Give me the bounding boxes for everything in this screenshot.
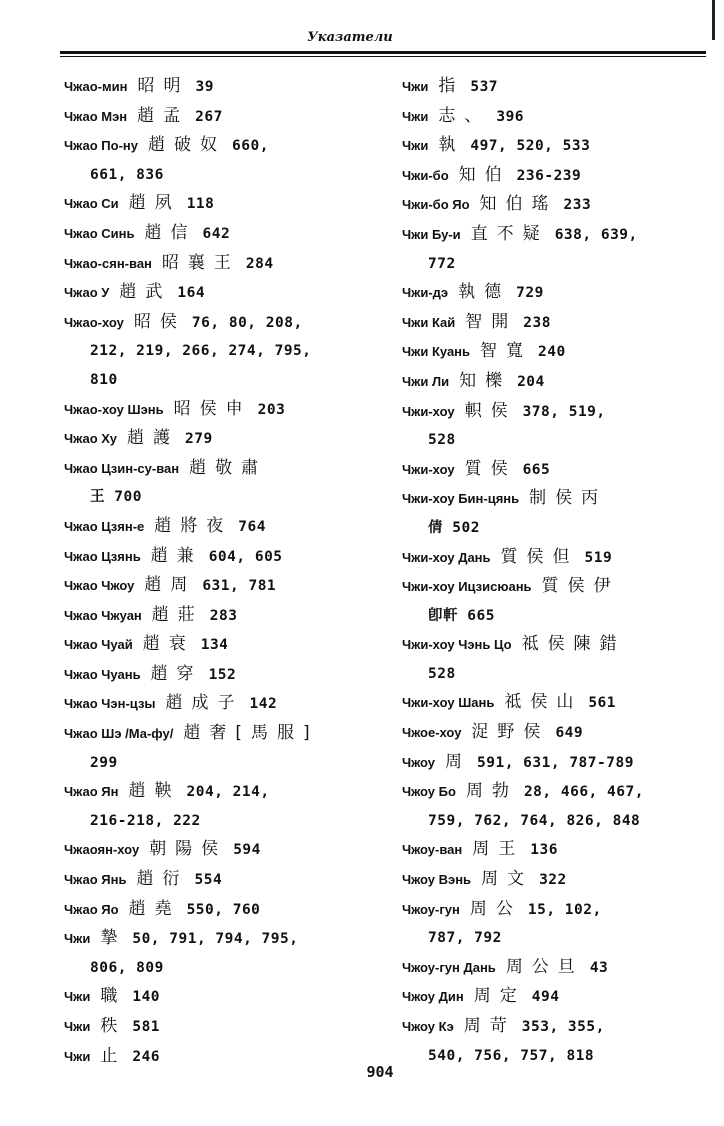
entry-term: Чжи-хоу Ицзисюань bbox=[402, 579, 532, 595]
entry-hanzi: 昭侯 bbox=[133, 311, 186, 332]
entry-term: Чжи-хоу Бин-цянь bbox=[402, 491, 520, 507]
entry-pages: 554 bbox=[194, 872, 223, 889]
entry-line bbox=[64, 395, 389, 425]
entry-pages: 50, 791, 794, 795, bbox=[132, 931, 299, 948]
index-entry bbox=[64, 219, 389, 249]
entry-term: Чжи bbox=[64, 989, 91, 1005]
index-entry bbox=[64, 454, 389, 512]
entry-hanzi: 趙鞅 bbox=[128, 781, 181, 802]
index-entry bbox=[402, 337, 714, 367]
entry-hanzi: 趙破奴 bbox=[148, 135, 226, 156]
entry-pages: 638, 639, bbox=[554, 226, 638, 243]
entry-hanzi: 執 bbox=[438, 135, 465, 156]
entry-line bbox=[64, 777, 389, 807]
entry-term: Чжао Цзянь bbox=[64, 548, 141, 564]
entry-pages: 631, 781 bbox=[202, 578, 277, 595]
entry-line bbox=[402, 688, 714, 718]
entry-pages: 279 bbox=[185, 431, 213, 448]
entry-hanzi: 指 bbox=[438, 76, 465, 96]
entry-line bbox=[64, 689, 389, 719]
entry-line bbox=[402, 397, 714, 427]
entry-pages: 604, 605 bbox=[208, 548, 283, 565]
entry-hanzi: 秩 bbox=[100, 1016, 127, 1036]
entry-hanzi: 周苛 bbox=[463, 1016, 516, 1036]
entry-hanzi: 周勃 bbox=[465, 781, 518, 802]
index-entry bbox=[402, 72, 714, 102]
index-entry bbox=[64, 249, 389, 279]
entry-term: Чжао Цзин-су-ван bbox=[64, 460, 180, 476]
entry-line bbox=[402, 718, 714, 748]
entry-term: Чжао Чуань bbox=[64, 666, 141, 682]
index-entry bbox=[64, 278, 389, 308]
index-entry bbox=[64, 895, 389, 925]
index-entry bbox=[64, 424, 389, 454]
entry-pages: 642 bbox=[202, 225, 231, 242]
entry-continuation: 王 700 bbox=[90, 489, 142, 506]
index-entry bbox=[402, 367, 714, 397]
index-entry bbox=[402, 455, 714, 485]
entry-hanzi: 志、 bbox=[438, 105, 491, 126]
entry-pages: 353, 355, bbox=[521, 1019, 605, 1035]
entry-hanzi: 趙敬肅 bbox=[189, 457, 268, 478]
entry-line bbox=[402, 865, 714, 895]
entry-pages: 204 bbox=[517, 373, 545, 390]
entry-pages: 497, 520, 533 bbox=[470, 138, 591, 155]
entry-line bbox=[64, 249, 389, 279]
entry-pages: 238 bbox=[523, 314, 551, 331]
entry-hanzi: 昭侯申 bbox=[173, 398, 252, 419]
entry-term: Чжоу-ван bbox=[402, 842, 463, 858]
entry-line bbox=[402, 895, 714, 925]
index-entry bbox=[64, 571, 389, 601]
entry-hanzi: 周文 bbox=[481, 869, 534, 890]
entry-hanzi: 知伯 bbox=[458, 164, 511, 185]
index-entry bbox=[402, 543, 714, 573]
entry-hanzi: 趙奢[馬服] bbox=[183, 723, 319, 744]
entry-line bbox=[402, 1012, 714, 1042]
entry-line bbox=[402, 220, 714, 250]
entry-line bbox=[64, 571, 389, 601]
entry-line bbox=[402, 572, 714, 602]
entry-continuation: 810 bbox=[90, 371, 118, 388]
entry-line bbox=[402, 102, 714, 132]
entry-hanzi: 趙夙 bbox=[128, 193, 181, 214]
entry-pages: 561 bbox=[588, 695, 617, 712]
entry-hanzi: 趙周 bbox=[144, 575, 197, 596]
index-entry bbox=[402, 572, 714, 630]
entry-line bbox=[402, 484, 714, 514]
index-entry bbox=[402, 895, 714, 953]
entry-line bbox=[64, 424, 389, 454]
entry-hanzi: 摯 bbox=[100, 928, 127, 949]
index-entry bbox=[402, 484, 714, 542]
entry-hanzi: 智寬 bbox=[480, 341, 533, 362]
entry-hanzi: 趙衰 bbox=[142, 634, 195, 655]
entry-hanzi: 直不疑 bbox=[470, 223, 549, 244]
index-entry bbox=[402, 190, 714, 220]
index-entry bbox=[64, 512, 389, 542]
entry-line bbox=[402, 748, 714, 778]
entry-term: Чжоу Дин bbox=[402, 989, 464, 1005]
entry-line bbox=[64, 660, 389, 690]
entry-pages: 39 bbox=[195, 79, 214, 95]
entry-line bbox=[64, 542, 389, 572]
entry-continuation: 528 bbox=[428, 665, 456, 682]
entry-term: Чжао Чуай bbox=[64, 637, 133, 653]
index-entry bbox=[402, 397, 714, 455]
index-entry bbox=[64, 689, 389, 719]
entry-hanzi: 智開 bbox=[465, 311, 518, 332]
entry-pages: 649 bbox=[555, 725, 584, 742]
index-entry bbox=[64, 601, 389, 631]
entry-hanzi: 趙成子 bbox=[165, 693, 244, 714]
index-entry bbox=[64, 660, 389, 690]
entry-hanzi: 朝陽侯 bbox=[149, 839, 228, 860]
entry-term: Чжао Янь bbox=[64, 872, 127, 888]
entry-line bbox=[402, 777, 714, 807]
index-entry bbox=[402, 161, 714, 191]
entry-term: Чжи-хоу Дань bbox=[402, 549, 491, 565]
entry-line bbox=[64, 102, 389, 132]
entry-line bbox=[64, 72, 389, 102]
entry-line bbox=[64, 1012, 389, 1042]
entry-term: Чжоу-гун Дань bbox=[402, 959, 496, 975]
entry-pages: 140 bbox=[132, 989, 161, 1006]
entry-term: Чжоу Бо bbox=[402, 784, 456, 800]
entry-line bbox=[64, 278, 389, 308]
entry-line bbox=[402, 278, 714, 308]
entry-term: Чжао Ян bbox=[64, 784, 119, 800]
entry-continuation: 772 bbox=[428, 255, 456, 272]
entry-line bbox=[64, 308, 389, 338]
entry-term: Чжи-бо bbox=[402, 167, 449, 183]
entry-term: Чжи-хоу bbox=[402, 403, 455, 419]
running-header: Указатели bbox=[307, 30, 393, 45]
entry-pages: 764 bbox=[238, 518, 266, 535]
index-entry bbox=[402, 835, 714, 865]
entry-hanzi: 趙武 bbox=[119, 282, 172, 303]
entry-term: Чжи Бу-и bbox=[402, 226, 461, 242]
entry-continuation: 787, 792 bbox=[428, 930, 502, 947]
entry-pages: 142 bbox=[249, 696, 278, 713]
entry-continuation: 212, 219, 266, 274, 795, bbox=[90, 343, 312, 360]
entry-hanzi: 浞野侯 bbox=[471, 722, 550, 743]
entry-pages: 537 bbox=[470, 79, 499, 95]
index-column-right bbox=[402, 72, 714, 1070]
index-entry bbox=[64, 131, 389, 189]
entry-continuation: 卽軒 665 bbox=[428, 607, 495, 624]
entry-term: Чжи bbox=[64, 1048, 91, 1064]
entry-hanzi: 趙孟 bbox=[137, 105, 190, 126]
entry-line bbox=[64, 219, 389, 249]
index-entry bbox=[402, 220, 714, 278]
entry-continuation: 倩 502 bbox=[428, 519, 480, 536]
entry-line bbox=[402, 190, 714, 220]
entry-hanzi: 祗侯山 bbox=[504, 692, 583, 713]
index-entry bbox=[402, 953, 714, 983]
entry-pages: 28, 466, 467, bbox=[523, 784, 644, 801]
entry-line bbox=[402, 131, 714, 161]
entry-term: Чжи bbox=[402, 79, 429, 94]
entry-continuation: 806, 809 bbox=[90, 959, 164, 976]
entry-term: Чжао Яо bbox=[64, 901, 119, 917]
index-entry bbox=[64, 630, 389, 660]
entry-line bbox=[64, 131, 389, 161]
entry-continuation: 540, 756, 757, 818 bbox=[428, 1047, 595, 1064]
index-entry bbox=[64, 308, 389, 395]
entry-line bbox=[64, 454, 389, 484]
entry-line bbox=[64, 512, 389, 542]
entry-pages: 136 bbox=[530, 842, 558, 859]
entry-pages: 15, 102, bbox=[527, 901, 602, 918]
entry-term: Чжао Цзян-е bbox=[64, 518, 145, 534]
entry-pages: 118 bbox=[186, 196, 215, 213]
entry-pages: 729 bbox=[516, 285, 544, 302]
entry-pages: 665 bbox=[522, 461, 551, 478]
entry-hanzi: 祗侯陳錯 bbox=[521, 634, 626, 655]
header-rule-thin bbox=[60, 56, 706, 57]
entry-term: Чжоу Кэ bbox=[402, 1019, 454, 1034]
entry-hanzi: 趙兼 bbox=[150, 545, 203, 566]
entry-line bbox=[64, 982, 389, 1012]
entry-pages: 550, 760 bbox=[186, 901, 261, 918]
entry-term: Чжи Куань bbox=[402, 344, 471, 360]
entry-term: Чжао У bbox=[64, 285, 110, 301]
entry-pages: 581 bbox=[132, 1019, 161, 1035]
entry-hanzi: 周定 bbox=[473, 986, 526, 1007]
entry-line bbox=[64, 924, 389, 954]
entry-pages: 396 bbox=[496, 108, 525, 125]
entry-line bbox=[64, 189, 389, 219]
entry-pages: 204, 214, bbox=[186, 784, 270, 801]
entry-line bbox=[64, 865, 389, 895]
header-rule bbox=[60, 51, 706, 54]
entry-pages: 660, bbox=[232, 138, 269, 155]
entry-term: Чжао-мин bbox=[64, 79, 128, 94]
entry-term: Чжое-хоу bbox=[402, 725, 462, 741]
entry-term: Чжао Шэ /Ма-фу/ bbox=[64, 726, 174, 742]
entry-hanzi: 趙衍 bbox=[136, 869, 189, 890]
entry-hanzi: 周 bbox=[445, 751, 472, 772]
entry-hanzi: 執德 bbox=[458, 282, 511, 303]
entry-hanzi: 趙護 bbox=[127, 428, 180, 449]
entry-pages: 267 bbox=[195, 108, 223, 125]
entry-continuation: 528 bbox=[428, 432, 456, 449]
entry-term: Чжи Кай bbox=[402, 314, 456, 330]
entry-term: Чжи-хоу bbox=[402, 461, 455, 477]
entry-hanzi: 職 bbox=[100, 986, 127, 1007]
entry-line bbox=[64, 835, 389, 865]
entry-pages: 283 bbox=[209, 607, 238, 624]
index-entry bbox=[402, 1012, 714, 1070]
entry-line bbox=[402, 953, 714, 983]
entry-continuation: 299 bbox=[90, 754, 118, 771]
entry-hanzi: 軹侯 bbox=[464, 400, 517, 421]
index-entry bbox=[64, 719, 389, 777]
entry-line bbox=[402, 308, 714, 338]
entry-term: Чжи bbox=[402, 108, 429, 124]
index-entry bbox=[64, 835, 389, 865]
index-entry bbox=[402, 308, 714, 338]
index-entry bbox=[402, 777, 714, 835]
entry-term: Чжи bbox=[64, 931, 91, 947]
page-number: 904 bbox=[366, 1063, 394, 1081]
entry-pages: 203 bbox=[257, 401, 286, 418]
entry-term: Чжао Синь bbox=[64, 225, 135, 241]
index-entry bbox=[64, 865, 389, 895]
entry-term: Чжоу Вэнь bbox=[402, 872, 472, 888]
index-entry bbox=[64, 924, 389, 982]
index-entry bbox=[402, 748, 714, 778]
entry-line bbox=[402, 630, 714, 660]
entry-term: Чжао Чжуан bbox=[64, 607, 142, 623]
index-entry bbox=[402, 688, 714, 718]
entry-pages: 284 bbox=[245, 255, 274, 272]
entry-term: Чжи-дэ bbox=[402, 285, 449, 301]
entry-term: Чжи-хоу Чэнь Цо bbox=[402, 637, 512, 653]
entry-term: Чжао Мэн bbox=[64, 108, 128, 124]
index-entry bbox=[64, 1012, 389, 1042]
entry-hanzi: 質侯 bbox=[464, 458, 517, 479]
entry-pages: 43 bbox=[589, 959, 609, 976]
entry-term: Чжао-хоу Шэнь bbox=[64, 401, 164, 417]
index-entry bbox=[64, 395, 389, 425]
entry-pages: 76, 80, 208, bbox=[191, 314, 303, 331]
entry-line bbox=[64, 895, 389, 925]
entry-pages: 164 bbox=[177, 285, 206, 302]
entry-hanzi: 趙堯 bbox=[128, 898, 181, 919]
entry-term: Чжи-хоу Шань bbox=[402, 695, 495, 711]
entry-pages: 378, 519, bbox=[522, 403, 606, 420]
entry-term: Чжи-бо Яо bbox=[402, 197, 470, 213]
index-entry bbox=[64, 72, 389, 102]
index-entry bbox=[402, 630, 714, 688]
entry-hanzi: 周公 bbox=[469, 898, 522, 919]
entry-hanzi: 趙信 bbox=[144, 222, 197, 243]
entry-term: Чжаоян-хоу bbox=[64, 842, 140, 858]
entry-line bbox=[64, 601, 389, 631]
entry-continuation: 661, 836 bbox=[90, 166, 164, 183]
index-entry bbox=[64, 102, 389, 132]
entry-pages: 152 bbox=[208, 666, 237, 683]
index-entry bbox=[402, 102, 714, 132]
entry-hanzi: 昭明 bbox=[137, 76, 190, 96]
entry-hanzi: 制侯丙 bbox=[529, 488, 608, 509]
page-edge-mark bbox=[712, 0, 715, 40]
entry-term: Чжи Ли bbox=[402, 373, 450, 389]
index-entry bbox=[402, 131, 714, 161]
entry-continuation: 759, 762, 764, 826, 848 bbox=[428, 812, 641, 829]
entry-pages: 134 bbox=[200, 637, 229, 654]
entry-term: Чжао-хоу bbox=[64, 314, 124, 330]
entry-hanzi: 趙莊 bbox=[151, 604, 204, 625]
entry-pages: 240 bbox=[538, 344, 566, 361]
index-entry bbox=[402, 718, 714, 748]
index-entry bbox=[402, 865, 714, 895]
entry-term: Чжоу-гун bbox=[402, 901, 460, 917]
index-entry bbox=[64, 189, 389, 219]
index-entry bbox=[64, 777, 389, 835]
entry-term: Чжао Ху bbox=[64, 431, 118, 447]
entry-hanzi: 質侯但 bbox=[500, 546, 579, 567]
entry-pages: 322 bbox=[539, 872, 567, 889]
entry-hanzi: 止 bbox=[100, 1045, 127, 1066]
entry-pages: 236-239 bbox=[516, 167, 582, 184]
entry-term: Чжао-сян-ван bbox=[64, 255, 152, 271]
entry-pages: 494 bbox=[531, 989, 560, 1006]
entry-line bbox=[402, 982, 714, 1012]
entry-hanzi: 趙將夜 bbox=[154, 515, 233, 536]
index-entry bbox=[64, 542, 389, 572]
entry-hanzi: 知伯瑤 bbox=[479, 194, 558, 215]
entry-pages: 233 bbox=[563, 197, 592, 214]
entry-line bbox=[402, 161, 714, 191]
index-entry bbox=[64, 982, 389, 1012]
entry-line bbox=[402, 367, 714, 397]
entry-pages: 594 bbox=[233, 842, 261, 859]
entry-hanzi: 質侯伊 bbox=[541, 576, 620, 597]
entry-line bbox=[402, 72, 714, 102]
entry-line bbox=[64, 630, 389, 660]
index-entry bbox=[402, 982, 714, 1012]
entry-hanzi: 知櫟 bbox=[459, 370, 512, 391]
entry-pages: 519 bbox=[584, 549, 613, 566]
entry-term: Чжао Чжоу bbox=[64, 578, 135, 594]
entry-term: Чжи bbox=[64, 1019, 91, 1034]
index-column-left bbox=[64, 72, 389, 1071]
entry-continuation: 216-218, 222 bbox=[90, 812, 201, 829]
entry-term: Чжао Чэн-цзы bbox=[64, 696, 156, 712]
entry-line bbox=[402, 835, 714, 865]
entry-pages: 246 bbox=[132, 1048, 161, 1065]
entry-pages: 591, 631, 787-789 bbox=[477, 754, 634, 771]
entry-term: Чжао По-ну bbox=[64, 138, 138, 154]
entry-line bbox=[402, 543, 714, 573]
entry-term: Чжи bbox=[402, 138, 429, 154]
index-entry bbox=[402, 278, 714, 308]
entry-line bbox=[64, 719, 389, 749]
entry-hanzi: 周王 bbox=[472, 839, 525, 860]
entry-term: Чжоу bbox=[402, 754, 436, 770]
entry-hanzi: 昭襄王 bbox=[161, 252, 240, 273]
entry-hanzi: 周公旦 bbox=[505, 956, 584, 977]
entry-line bbox=[402, 455, 714, 485]
entry-hanzi: 趙穿 bbox=[150, 663, 203, 684]
entry-line bbox=[402, 337, 714, 367]
entry-term: Чжао Си bbox=[64, 196, 119, 212]
